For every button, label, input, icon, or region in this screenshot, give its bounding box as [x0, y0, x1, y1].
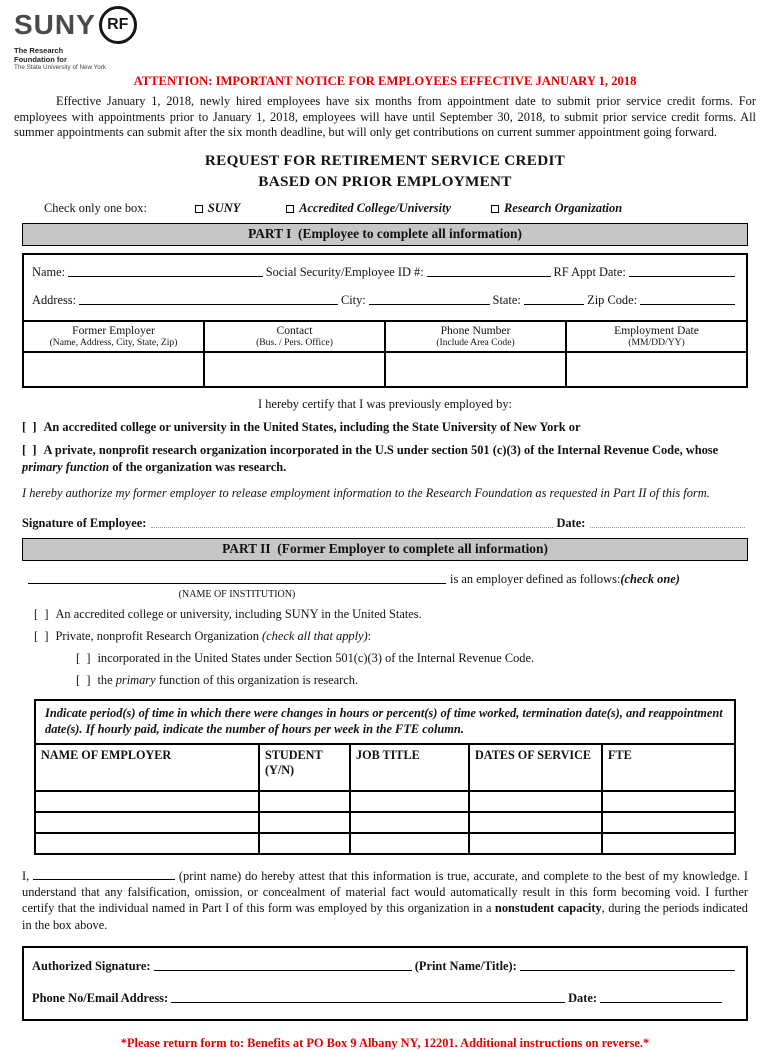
intro-paragraph: Effective January 1, 2018, newly hired employees have six months from appointment date to submit prior service credit forms. For employees with appointments prior to January 1, 2018, employees will have until September 30, 2018, to submit prior service credit forms. All summer appointments can submit after the six month deadline, but will only get contributions on current summer appointment going forward.: [14, 94, 756, 140]
suny-checkbox-icon[interactable]: [195, 205, 203, 213]
prior-employer-header-row: [23, 321, 747, 352]
checkbox-option-college[interactable]: [286, 201, 451, 216]
rf-logo-letters: RF: [107, 16, 129, 33]
name-row: [32, 265, 738, 280]
column-header-name-of-employer: NAME OF EMPLOYER: [35, 744, 259, 791]
part1-college-text: An accredited college or university in the United States, including the State University of New York or: [43, 420, 581, 435]
certify-intro: I hereby certify that I was previously employed by:: [258, 397, 512, 412]
part1-research-org-text-italic: primary function: [22, 459, 110, 474]
attest-prefix: I,: [22, 868, 30, 883]
employee-signature-label: Signature of Employee:: [22, 515, 147, 530]
part1-fields-box: [22, 253, 748, 320]
address-field-blank[interactable]: [79, 303, 338, 305]
rf-appt-date-label: RF Appt Date:: [553, 265, 626, 280]
employer-name-cell[interactable]: [35, 812, 259, 833]
primary-function-suffix: function of this organization is research.: [155, 673, 359, 688]
part2-option-college: [34, 606, 748, 622]
name-label: Name:: [32, 265, 66, 280]
suny-logo-text: SUNY: [14, 9, 96, 40]
research-option-label: Research Organization: [504, 201, 623, 216]
state-label: State:: [492, 293, 521, 308]
employee-signature-row: [22, 516, 748, 531]
contact-header-line2: (Bus. / Pers. Office): [256, 337, 333, 349]
institution-name-row: [28, 572, 742, 587]
authorization-statement: I hereby authorize my former employer to release employment information to the Research Foundation as requested in Part II of this form.: [22, 485, 710, 500]
former-employer-header-line1: Former Employer: [72, 324, 155, 338]
city-field-blank[interactable]: [369, 303, 490, 305]
column-header-phone: [385, 321, 566, 352]
rf-logo-icon: [99, 6, 137, 44]
employment-date-header-line1: Employment Date: [614, 324, 699, 338]
attest-body: (print name) do hereby attest that this information is true, accurate, and complete to the best of my knowledge. I understand that any falsification, omission, or concealment of material fact would automatically result in this form becoming void. I further certify that the individual named in Part I of this form was employed by this organization in a: [22, 868, 748, 916]
check-one-label: Check only one box:: [44, 201, 147, 216]
phone-header-line1: Phone Number: [440, 324, 511, 338]
employment-periods-table: [34, 743, 736, 855]
part2-research-org-italic: (check all that apply): [262, 628, 368, 643]
prior-employer-table: [22, 320, 748, 388]
dates-of-service-cell[interactable]: [469, 791, 602, 812]
suny-option-label: SUNY: [207, 201, 241, 216]
employer-name-cell[interactable]: [35, 833, 259, 854]
column-header-employment-date: [566, 321, 747, 352]
checkbox-option-suny[interactable]: [195, 201, 240, 216]
part2-date-blank[interactable]: [600, 1001, 722, 1003]
fte-cell[interactable]: [602, 791, 735, 812]
form-title-line2: BASED ON PRIOR EMPLOYMENT: [258, 173, 512, 191]
institution-name-caption: (NAME OF INSTITUTION): [178, 588, 296, 600]
part1-research-org-checkbox[interactable]: [ ]: [22, 443, 37, 458]
part2-research-org-checkbox[interactable]: [ ]: [34, 628, 49, 643]
phone-header-line2: (Include Area Code): [436, 337, 515, 349]
student-cell[interactable]: [259, 791, 350, 812]
employment-date-header-line2: (MM/DD/YY): [628, 337, 685, 349]
phone-email-blank[interactable]: [171, 1001, 565, 1003]
city-label: City:: [340, 293, 366, 308]
column-header-job-title: JOB TITLE: [350, 744, 469, 791]
dates-of-service-cell[interactable]: [469, 833, 602, 854]
authorized-signature-blank[interactable]: [154, 969, 412, 971]
college-checkbox-icon[interactable]: [286, 205, 294, 213]
part2-date-label: Date:: [568, 991, 597, 1006]
periods-row: [35, 791, 735, 812]
logo-tagline: [14, 46, 756, 64]
logo-tagline-line2: Foundation for: [14, 55, 67, 64]
authorized-signature-box: [22, 946, 748, 1021]
rf-appt-date-blank[interactable]: [629, 275, 735, 277]
contact-header-line1: Contact: [276, 324, 313, 338]
attention-notice: ATTENTION: IMPORTANT NOTICE FOR EMPLOYEES EFFECTIVE JANUARY 1, 2018: [133, 74, 637, 89]
column-header-fte: FTE: [602, 744, 735, 791]
part1-college-checkbox[interactable]: [ ]: [22, 420, 37, 435]
periods-row: [35, 812, 735, 833]
print-name-title-blank[interactable]: [520, 969, 735, 971]
print-name-title-label: (Print Name/Title):: [414, 959, 517, 974]
part1-date-label: Date:: [556, 515, 586, 530]
attestation-paragraph: [22, 868, 748, 934]
return-instructions: *Please return form to: Benefits at PO Box 9 Albany NY, 12201. Additional instructions on reverse.*: [120, 1036, 650, 1051]
research-checkbox-icon[interactable]: [491, 205, 499, 213]
employee-signature-blank[interactable]: [151, 526, 553, 528]
authorized-signature-label: Authorized Signature:: [32, 959, 151, 974]
zip-label: Zip Code:: [587, 293, 638, 308]
check-one-box-row: [44, 201, 756, 216]
attest-nonstudent-bold: nonstudent capacity: [494, 901, 602, 916]
form-title-line1: REQUEST FOR RETIREMENT SERVICE CREDIT: [204, 151, 566, 169]
part2-research-org-prefix: Private, nonprofit Research Organization: [55, 628, 263, 643]
dates-of-service-cell[interactable]: [469, 812, 602, 833]
primary-function-prefix: the: [97, 673, 116, 688]
column-header-former-employer: [23, 321, 204, 352]
address-row: [32, 293, 738, 308]
periods-row: [35, 833, 735, 854]
phone-email-row: [32, 991, 738, 1006]
fte-cell[interactable]: [602, 833, 735, 854]
job-title-cell[interactable]: [350, 833, 469, 854]
state-field-blank[interactable]: [524, 303, 584, 305]
former-employer-cell[interactable]: [23, 352, 204, 387]
fte-cell[interactable]: [602, 812, 735, 833]
former-employer-header-line2: (Name, Address, City, State, Zip): [49, 337, 178, 349]
part2-header-bar: PART II (Former Employer to complete all information): [22, 538, 748, 561]
periods-instruction-box: Indicate period(s) of time in which there were changes in hours or percent(s) of time worked, termination date(s), and reappointment date(s). If hourly paid, indicate the number of hours per week in the FTE column.: [34, 699, 736, 744]
phone-cell[interactable]: [385, 352, 566, 387]
part2-college-text: An accredited college or university, including SUNY in the United States.: [55, 606, 422, 621]
primary-function-checkbox[interactable]: [ ]: [76, 673, 91, 688]
part1-option-college: [22, 419, 748, 435]
student-cell[interactable]: [259, 833, 350, 854]
column-header-contact: [204, 321, 385, 352]
address-label: Address:: [32, 293, 77, 308]
phone-email-label: Phone No/Email Address:: [32, 991, 169, 1006]
ssn-label: Social Security/Employee ID #:: [265, 265, 424, 280]
job-title-cell[interactable]: [350, 812, 469, 833]
part2-suboption-primary-function: [76, 672, 748, 688]
form-title: [14, 150, 756, 193]
print-name-blank[interactable]: [33, 869, 175, 880]
part1-date-blank[interactable]: [590, 526, 745, 528]
student-cell[interactable]: [259, 812, 350, 833]
college-option-label: Accredited College/University: [299, 201, 452, 216]
employer-name-cell[interactable]: [35, 791, 259, 812]
checkbox-option-research[interactable]: [491, 201, 622, 216]
part1-header-bar: PART I (Employee to complete all information): [22, 223, 748, 246]
part1-option-research-org: [22, 442, 748, 474]
prior-employer-entry-row: [23, 352, 747, 387]
attest-suffix: , during the periods indicated in the box above.: [22, 901, 748, 932]
part2-suboption-incorporated: [76, 650, 748, 666]
logo-top: [14, 6, 756, 44]
part1-research-org-text-prefix: A private, nonprofit research organization incorporated in the U.S under section 501 (c)(3) of the Internal Revenue Code, whose: [43, 443, 719, 458]
periods-header-row: [35, 744, 735, 791]
authorized-signature-row: [32, 959, 738, 974]
primary-function-italic: primary: [115, 673, 156, 688]
part2-option-research-org: [34, 628, 748, 644]
zip-field-blank[interactable]: [640, 303, 735, 305]
institution-name-blank[interactable]: [28, 582, 446, 584]
column-header-dates-of-service: DATES OF SERVICE: [469, 744, 602, 791]
incorporated-text: incorporated in the United States under Section 501(c)(3) of the Internal Revenue Code.: [97, 651, 535, 666]
logo-tagline-line1: The Research: [14, 46, 64, 55]
incorporated-checkbox[interactable]: [ ]: [76, 651, 91, 666]
check-one-italic: (check one): [620, 571, 680, 586]
part1-research-org-text-suffix: of the organization was research.: [109, 459, 287, 474]
employment-date-cell[interactable]: [566, 352, 747, 387]
part2-college-checkbox[interactable]: [ ]: [34, 606, 49, 621]
employer-defined-text: is an employer defined as follows:: [450, 571, 621, 586]
suny-rf-logo: [14, 6, 756, 71]
part2-research-org-suffix: :: [367, 628, 372, 643]
job-title-cell[interactable]: [350, 791, 469, 812]
logo-tagline-small: The State University of New York: [14, 64, 107, 71]
ssn-field-blank[interactable]: [427, 275, 551, 277]
contact-cell[interactable]: [204, 352, 385, 387]
column-header-student: STUDENT (Y/N): [259, 744, 350, 791]
name-field-blank[interactable]: [68, 275, 263, 277]
